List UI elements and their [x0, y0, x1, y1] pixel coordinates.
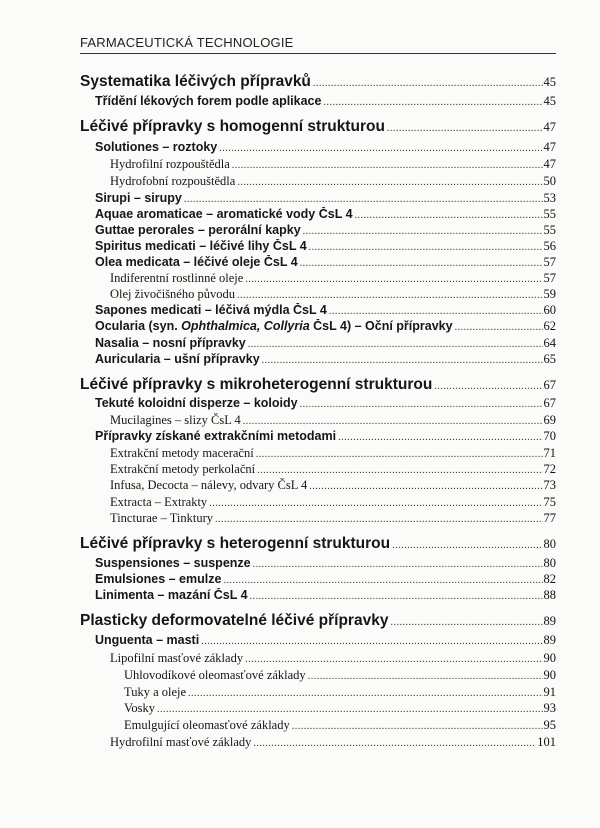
dot-leader	[237, 290, 543, 301]
toc-entry	[110, 446, 556, 461]
toc-page-number: 47	[543, 157, 556, 171]
dot-leader	[201, 636, 542, 647]
toc-entry-title: Hydrofobní rozpouštědla	[110, 174, 236, 188]
toc-page-number: 55	[543, 207, 556, 221]
toc-page-number: 47	[543, 140, 556, 154]
toc-page-number: 56	[543, 239, 556, 253]
dot-leader	[300, 258, 543, 269]
toc-entry-title: Přípravky získané extrakčními metodami	[95, 429, 337, 443]
toc-entry-title: Tincturae – Tinktury	[110, 511, 214, 525]
toc-page-number: 45	[543, 75, 556, 89]
toc-page-number: 82	[543, 572, 556, 586]
running-head: FARMACEUTICKÁ TECHNOLOGIE	[80, 35, 294, 50]
toc-page-number: 80	[543, 556, 556, 570]
toc-entry-title: Indiferentní rostlinné oleje	[110, 271, 244, 285]
toc-entry-title: Uhlovodíkové oleomasťové základy	[124, 668, 306, 682]
dot-leader	[390, 617, 542, 628]
toc-page-number: 67	[543, 396, 556, 410]
toc-entry	[110, 271, 556, 286]
toc-entry	[124, 685, 556, 700]
toc-entry-title: Emulgující oleomasťové základy	[124, 718, 290, 732]
toc-page-number: 88	[543, 588, 556, 602]
toc-entry-title: Ocularia (syn. Ophthalmica, Collyria ČsL 4) – Oční přípravky	[95, 319, 453, 333]
toc-page-number: 45	[543, 94, 556, 108]
toc-entry-title: Extrakční metody macerační	[110, 446, 254, 460]
toc-entry-title: Sapones medicati – léčivá mýdla ČsL 4	[95, 303, 327, 317]
toc-entry	[95, 94, 556, 109]
toc-entry	[95, 239, 556, 254]
toc-entry-title: Sirupi – sirupy	[95, 191, 182, 205]
dot-leader	[248, 339, 543, 350]
toc-entry-title: Lipofilní masťové základy	[110, 651, 244, 665]
toc-entry	[110, 735, 556, 750]
toc-entry	[95, 191, 556, 206]
dot-leader	[253, 559, 543, 570]
dot-leader	[308, 671, 543, 682]
toc-entry-title: Hydrofilní rozpouštědla	[110, 157, 230, 171]
toc-entry	[110, 462, 556, 477]
dot-leader	[309, 481, 542, 492]
toc-entry-title: Tuky a oleje	[124, 685, 187, 699]
toc-entry-title: Léčivé přípravky s heterogenní strukturou	[80, 535, 391, 552]
dot-leader	[434, 381, 542, 392]
dot-leader	[292, 721, 543, 732]
toc-chapter	[80, 376, 556, 394]
toc-entry-title: Olea medicata – léčivé oleje ČsL 4	[95, 255, 298, 269]
dot-leader	[392, 540, 542, 551]
toc-page-number: 70	[543, 429, 556, 443]
toc-entry-title: Vosky	[124, 701, 156, 715]
dot-leader	[250, 591, 543, 602]
toc-page-number: 60	[543, 303, 556, 317]
toc-entry-title: Extracta – Extrakty	[110, 495, 208, 509]
toc-chapter	[80, 118, 556, 136]
toc-entry	[95, 588, 556, 603]
toc-entry-title: Unguenta – masti	[95, 633, 200, 647]
toc-page-number: 69	[543, 413, 556, 427]
toc-entry	[95, 336, 556, 351]
toc-entry-title: Extrakční metody perkolační	[110, 462, 256, 476]
toc-page-number: 64	[543, 336, 556, 350]
toc-entry	[95, 223, 556, 238]
toc-entry-title: Aquae aromaticae – aromatické vody ČsL 4	[95, 207, 353, 221]
dot-leader	[262, 355, 543, 366]
toc-page-number: 93	[543, 701, 556, 715]
dot-leader	[329, 306, 543, 317]
toc-entry-title: Guttae perorales – perorální kapky	[95, 223, 301, 237]
dot-leader	[243, 416, 543, 427]
dot-leader	[257, 465, 542, 476]
dot-leader	[387, 123, 543, 134]
toc-page-number: 57	[543, 255, 556, 269]
toc-page-number: 67	[543, 378, 556, 392]
dot-leader	[455, 322, 543, 333]
toc-page-number: 65	[543, 352, 556, 366]
dot-leader	[188, 688, 542, 699]
toc-entry	[95, 255, 556, 270]
toc-entry-title: Infusa, Decocta – nálevy, odvary ČsL 4	[110, 478, 308, 492]
toc-page-number: 75	[543, 495, 556, 509]
toc-page-number: 73	[543, 478, 556, 492]
toc-entry-title: Olej živočišného původu	[110, 287, 235, 301]
dot-leader	[237, 177, 542, 188]
dot-leader	[215, 514, 542, 525]
toc-entry	[110, 495, 556, 510]
dot-leader	[313, 78, 543, 89]
toc-entry-title: Systematika léčivých přípravků	[80, 73, 311, 90]
toc-page-number: 57	[543, 271, 556, 285]
dot-leader	[303, 226, 543, 237]
toc-entry	[95, 429, 556, 444]
toc-page-number: 95	[543, 718, 556, 732]
toc-entry	[110, 413, 556, 428]
toc-entry-title: Auricularia – ušní přípravky	[95, 352, 260, 366]
toc-entry	[110, 157, 556, 172]
dot-leader	[223, 575, 542, 586]
toc-page-number: 101	[537, 735, 556, 749]
toc-entry	[110, 287, 556, 302]
toc-page-number: 90	[543, 651, 556, 665]
toc-entry-title: Emulsiones – emulze	[95, 572, 222, 586]
dot-leader	[253, 738, 536, 749]
toc-entry	[95, 556, 556, 571]
toc-entry-title: Nasalia – nosní přípravky	[95, 336, 246, 350]
toc-entry-title: Tekuté koloidní disperze – koloidy	[95, 396, 298, 410]
toc-entry-title: Plasticky deformovatelné léčivé přípravky	[80, 612, 389, 629]
dot-leader	[355, 210, 543, 221]
toc-entry	[95, 633, 556, 648]
toc-page-number: 47	[543, 120, 556, 134]
toc-page-number: 50	[543, 174, 556, 188]
toc-chapter	[80, 73, 556, 91]
dot-leader	[219, 143, 542, 154]
toc-page-number: 72	[543, 462, 556, 476]
toc-entry	[95, 140, 556, 155]
toc-entry-title: Solutiones – roztoky	[95, 140, 218, 154]
dot-leader	[309, 242, 543, 253]
toc-entry-title: Léčivé přípravky s mikroheterogenní strukturou	[80, 376, 433, 393]
toc-entry	[95, 303, 556, 318]
toc-entry-title: Hydrofilní masťové základy	[110, 735, 252, 749]
toc-entry	[95, 207, 556, 222]
dot-leader	[232, 160, 543, 171]
toc-entry-title: Třídění lékových forem podle aplikace	[95, 94, 322, 108]
toc-entry	[95, 352, 556, 367]
toc-page-number: 59	[543, 287, 556, 301]
toc-entry-title: Mucilagines – slizy ČsL 4	[110, 413, 241, 427]
dot-leader	[300, 399, 543, 410]
dot-leader	[184, 194, 543, 205]
toc-page-number: 90	[543, 668, 556, 682]
toc-page-number: 55	[543, 223, 556, 237]
toc-entry	[110, 651, 556, 666]
toc-entry-title: Suspensiones – suspenze	[95, 556, 251, 570]
toc-page-number: 91	[543, 685, 556, 699]
toc-entry	[110, 478, 556, 493]
toc-entry	[124, 701, 556, 716]
toc-entry	[95, 319, 556, 334]
toc-entry-title: Spiritus medicati – léčivé lihy ČsL 4	[95, 239, 307, 253]
toc-page-number: 77	[543, 511, 556, 525]
dot-leader	[157, 704, 542, 715]
dot-leader	[323, 97, 542, 108]
toc-page-number: 89	[543, 633, 556, 647]
dot-leader	[245, 274, 542, 285]
toc-entry	[124, 668, 556, 683]
toc-entry-title: Léčivé přípravky s homogenní strukturou	[80, 118, 385, 135]
toc-entry	[95, 396, 556, 411]
toc-page-number: 80	[543, 537, 556, 551]
dot-leader	[245, 654, 542, 665]
dot-leader	[256, 449, 543, 460]
toc-page-number: 71	[543, 446, 556, 460]
toc-chapter	[80, 535, 556, 553]
toc-entry	[95, 572, 556, 587]
dot-leader	[338, 432, 542, 443]
toc-entry	[110, 174, 556, 189]
toc-page-number: 53	[543, 191, 556, 205]
toc-page-number: 89	[543, 614, 556, 628]
toc-entry-title: Linimenta – mazání ČsL 4	[95, 588, 248, 602]
toc-entry	[124, 718, 556, 733]
dot-leader	[209, 498, 542, 509]
toc-chapter	[80, 612, 556, 630]
toc-entry	[110, 511, 556, 526]
toc-page-number: 62	[543, 319, 556, 333]
